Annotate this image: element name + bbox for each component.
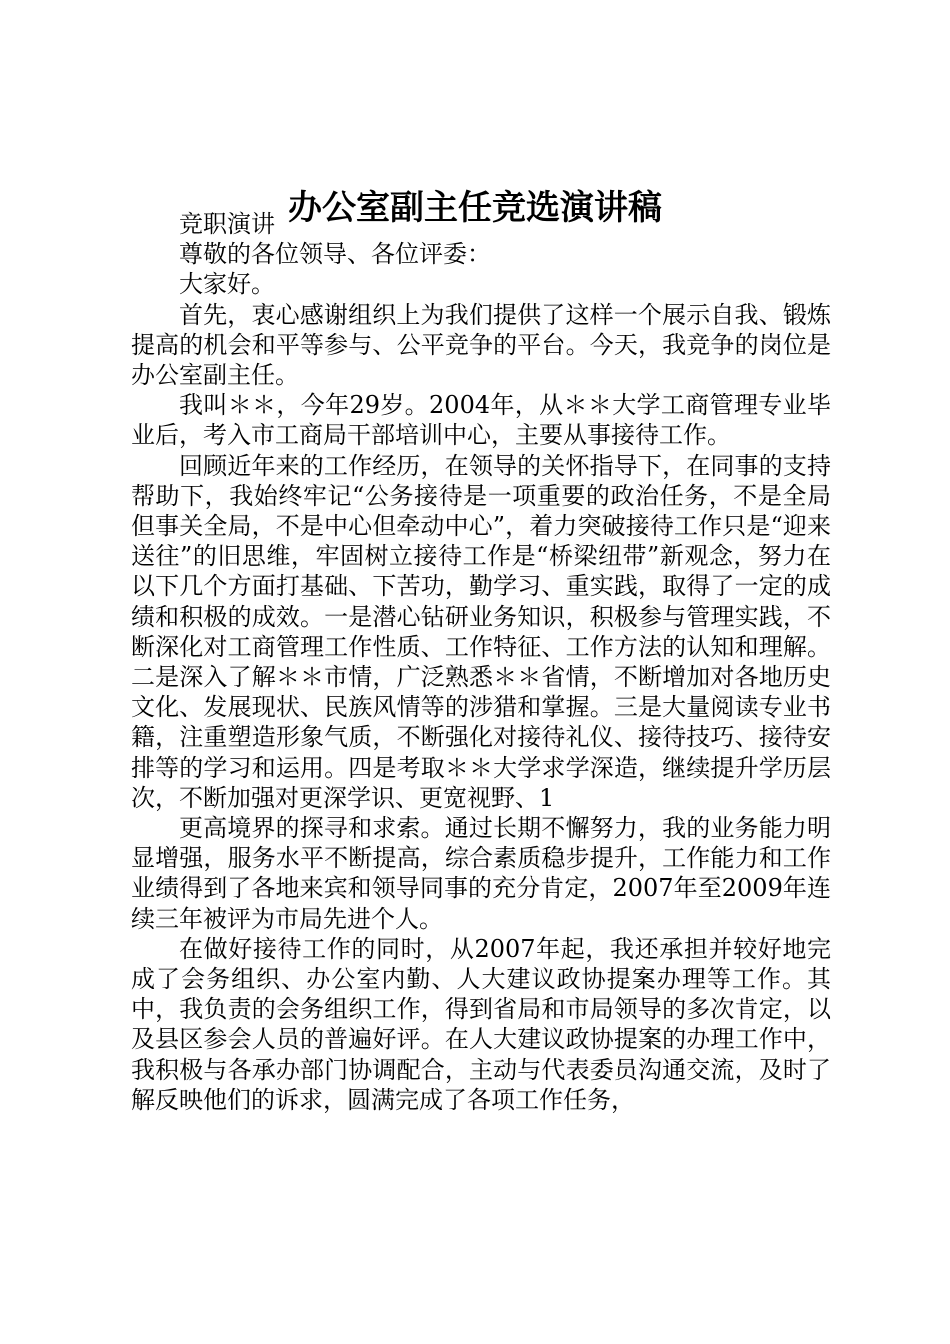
paragraph-0: 竞职演讲 <box>179 210 275 238</box>
document-body <box>131 209 831 1115</box>
paragraph-6: 更高境界的探寻和求索。通过长期不懈努力，我的业务能力明显增强，服务水平不断提高，综合素质稳步提升，工作能力和工作业绩得到了各地来宾和领导同事的充分肯定，2007年至2009年连续三年被评为市局先进个人。 <box>131 814 831 933</box>
paragraph-5: 回顾近年来的工作经历，在领导的关怀指导下，在同事的支持帮助下，我始终牢记“公务接待是一项重要的政治任务，不是全局但事关全局，不是中心但牵动中心”，着力突破接待工作只是“迎来送往”的旧思维，牢固树立接待工作是“桥梁纽带”新观念，努力在以下几个方面打基础、下苦功，勤学习、重实践，取得了一定的成绩和积极的成效。一是潜心钻研业务知识，积极参与管理实践，不断深化对工商管理工作性质、工作特征、工作方法的认知和理解。二是深入了解＊＊市情，广泛熟悉＊＊省情，不断增加对各地历史文化、发展现状、民族风情等的涉猎和掌握。三是大量阅读专业书籍，注重塑造形象气质，不断强化对接待礼仪、接待技巧、接待安排等的学习和运用。四是考取＊＊大学求学深造，继续提升学历层次，不断加强对更深学识、更宽视野、1 <box>131 451 831 812</box>
paragraph-1: 尊敬的各位领导、各位评委： <box>179 240 491 269</box>
document-title: 办公室副主任竞选演讲稿 <box>288 188 662 228</box>
paragraph-2: 大家好。 <box>179 270 275 299</box>
paragraph-7: 在做好接待工作的同时，从2007年起，我还承担并较好地完成了会务组织、办公室内勤、人大建议政协提案办理等工作。其中，我负责的会务组织工作，得到省局和市局领导的多次肯定，以及县区参会人员的普遍好评。在人大建议政协提案的办理工作中，我积极与各承办部门协调配合，主动与代表委员沟通交流，及时了解反映他们的诉求，圆满完成了各项工作任务， <box>131 934 831 1114</box>
paragraph-4: 我叫＊＊，今年29岁。2004年，从＊＊大学工商管理专业毕业后，考入市工商局干部培训中心，主要从事接待工作。 <box>131 391 831 450</box>
paragraph-3: 首先，衷心感谢组织上为我们提供了这样一个展示自我、锻炼提高的机会和平等参与、公平竞争的平台。今天，我竞争的岗位是办公室副主任。 <box>131 300 831 390</box>
